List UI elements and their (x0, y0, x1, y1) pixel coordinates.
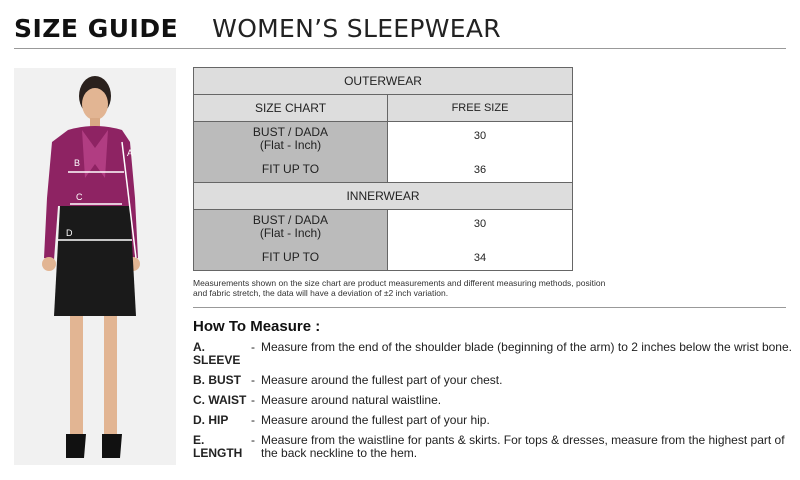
step-key: C. WAIST (193, 393, 247, 407)
label-d: D (66, 228, 73, 238)
bust-label: BUST / DADA (252, 125, 329, 139)
step-desc: Measure around the fullest part of your hip. (261, 413, 490, 427)
section-divider (193, 307, 786, 308)
how-to-measure-title: How To Measure : (193, 318, 321, 335)
step-bust: B. BUST - Measure around the fullest part of your chest. (193, 374, 793, 387)
innerwear-label-cell (194, 210, 388, 271)
innerwear-value-cell (388, 210, 573, 271)
size-chart-header: SIZE CHART (194, 95, 388, 122)
innerwear-header: INNERWEAR (194, 183, 573, 210)
step-key: D. HIP (193, 413, 229, 427)
fit-value: 34 (473, 252, 487, 264)
step-desc: Measure around the fullest part of your chest. (261, 373, 503, 387)
step-sleeve: A. SLEEVE - Measure from the end of the shoulder blade (beginning of the arm) to 2 inches below the wrist bone. (193, 340, 792, 367)
step-key: A. SLEEVE (193, 340, 241, 367)
step-desc: Measure from the waistline for pants & skirts. For tops & dresses, measure from the highest part of the back neckline to the hem. (261, 433, 785, 460)
page-subtitle: WOMEN’S SLEEPWEAR (212, 13, 501, 43)
outerwear-value-cell (388, 122, 573, 183)
step-key: B. BUST (193, 373, 241, 387)
step-length: E. LENGTH - Measure from the waistline for pants & skirts. For tops & dresses, measure from the highest part of the back neckline to the hem. (193, 434, 793, 460)
header (14, 10, 501, 46)
page-title: SIZE GUIDE (14, 13, 179, 43)
bust-label: BUST / DADA (252, 213, 329, 227)
fit-label: FIT UP TO (261, 162, 320, 176)
bust-sublabel: (Flat - Inch) (259, 226, 322, 240)
free-size-header: FREE SIZE (388, 95, 573, 122)
step-key: E. LENGTH (193, 433, 243, 460)
size-table (193, 67, 573, 271)
label-c: C (76, 192, 83, 202)
step-hip: D. HIP - Measure around the fullest part of your hip. (193, 414, 793, 427)
fit-value: 36 (473, 164, 487, 176)
step-desc: Measure around natural waistline. (261, 393, 442, 407)
measure-steps (193, 341, 793, 467)
label-a: A (127, 148, 134, 158)
bust-value: 30 (473, 130, 487, 142)
outerwear-header: OUTERWEAR (194, 68, 573, 95)
outerwear-label-cell (194, 122, 388, 183)
bust-value: 30 (473, 218, 487, 230)
fit-label: FIT UP TO (261, 250, 320, 264)
measurement-note: Measurements shown on the size chart are product measurements and different measuring methods, position and fabric stretch, the data will have a deviation of ±2 inch variation. (193, 278, 606, 298)
step-desc: Measure from the end of the shoulder blade (beginning of the arm) to 2 inches below the wrist bone. (261, 340, 792, 354)
step-waist: C. WAIST - Measure around natural waistline. (193, 394, 793, 407)
label-b: B (74, 158, 81, 168)
bust-sublabel: (Flat - Inch) (259, 138, 322, 152)
model-illustration (14, 68, 176, 465)
model-photo (14, 68, 176, 465)
header-divider (14, 48, 786, 49)
